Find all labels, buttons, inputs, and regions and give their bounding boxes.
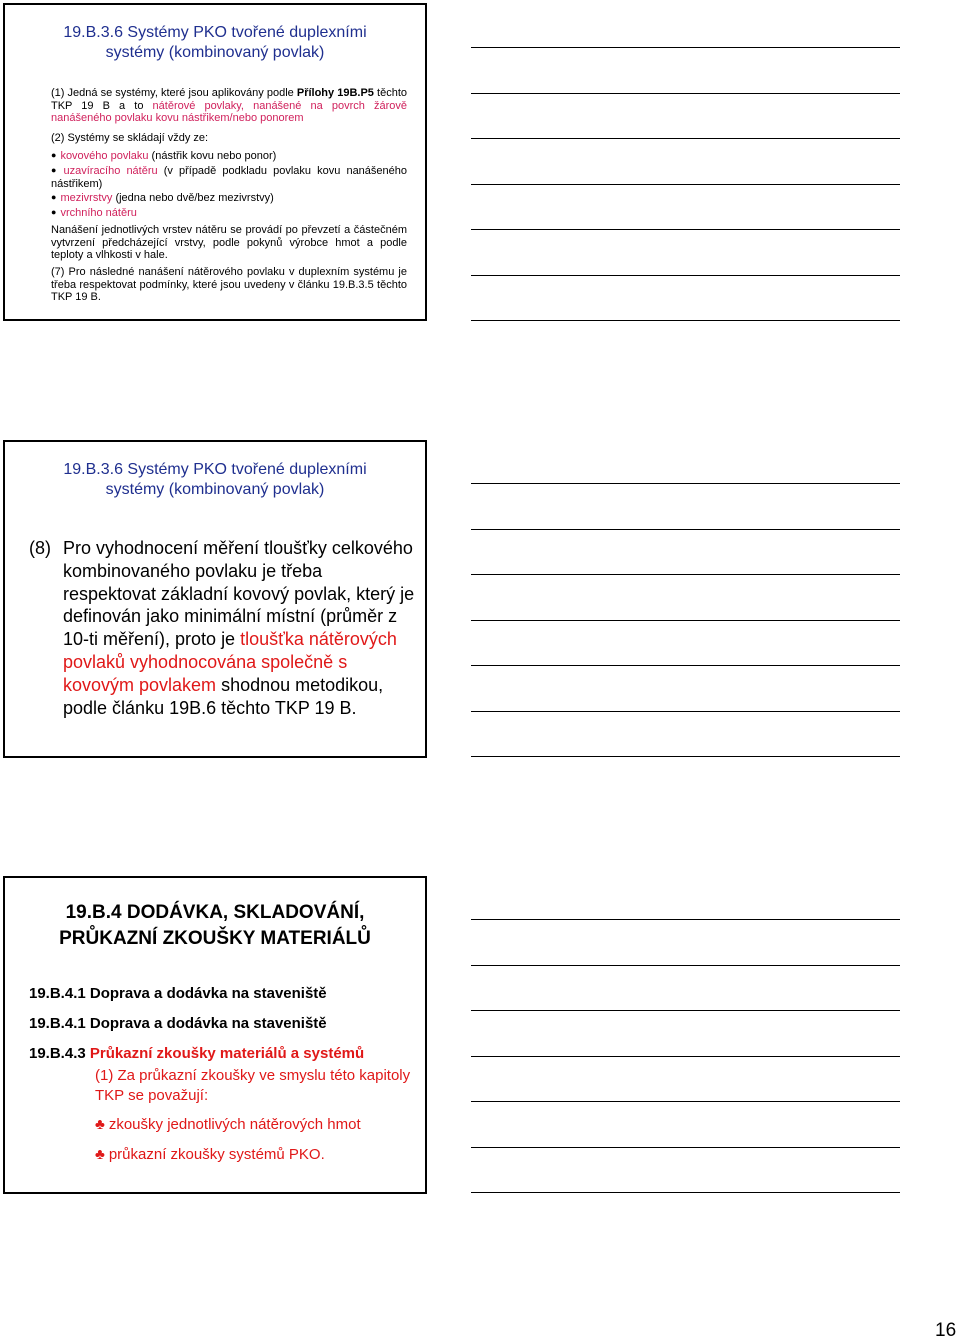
note-line [471,483,900,484]
paragraph-number: (8) [29,538,51,558]
club-item-1 [95,1115,415,1135]
bullet-4 [51,206,407,220]
section-item-2: 19.B.4.1 Doprava a dodávka na staveniště [29,1015,327,1032]
note-line [471,1010,900,1011]
note-line [471,1056,900,1057]
bullet-dot-icon: ● [51,207,57,217]
title-line-2: systémy (kombinovaný povlak) [105,44,325,61]
note-line [471,320,900,321]
note-line [471,275,900,276]
paragraph-4: (7) Pro následné nanášení nátěrového povlaku v duplexním systému je třeba respektovat podmínky, které jsou uvedeny v článku 19.B.3.5 těchto TKP 19 B. [51,266,407,303]
bullet-1-highlight: kovového povlaku [60,150,149,162]
bullet-dot-icon: ● [51,150,57,160]
note-line [471,229,900,230]
paragraph-text-2: shodnou metodikou, podle článku 19B.6 těchto TKP 19 B. [63,674,384,718]
paragraph-3: Nanášení jednotlivých vrstev nátěru se provádí po převzetí a částečném vytvrzení předcházející vrstvy, podle pokynů výrobce hmot a podle teploty a vlhkosti v hale. [51,224,407,261]
paragraph-text-1: Pro vyhodnocení měření tloušťky celkového kombinovaného povlaku je třeba respektovat základní kovový povlak, který je definován jako minimální místní (průměr z 10-ti měření), proto je [63,538,415,650]
paragraph-1 [51,87,407,125]
club-item-1-text: zkoušky jednotlivých nátěrových hmot [108,1116,361,1133]
slide-1-title [5,23,425,63]
bullet-4-highlight: vrchního nátěru [60,207,137,219]
note-line [471,93,900,94]
section-item-1: 19.B.4.1 Doprava a dodávka na staveniště [29,985,327,1002]
club-bullet-icon: ♣ [95,1146,105,1163]
note-line [471,47,900,48]
club-item-2-text: průkazní zkoušky systémů PKO. [108,1146,325,1163]
p1-text: (1) Jedná se systémy, které jsou aplikovány podle [51,87,297,99]
page-number: 16 [935,1320,957,1341]
note-line [471,574,900,575]
title-line-2: systémy (kombinovaný povlak) [105,481,325,498]
note-line [471,620,900,621]
club-item-2 [95,1145,415,1165]
note-line [471,665,900,666]
note-line [471,184,900,185]
subparagraph-1: (1) Za průkazní zkoušky ve smyslu této kapitoly TKP se považují: [95,1067,411,1104]
bullet-2-highlight: uzavíracího nátěru [63,165,158,177]
note-line [471,711,900,712]
slide-3 [3,876,427,1194]
paragraph-2: (2) Systémy se skládají vždy ze: [51,132,209,144]
bullet-2-text: (v případě podkladu povlaku kovu nanášeného nástřikem) [51,165,408,190]
title-line-1: 19.B.3.6 Systémy PKO tvořené duplexními [63,24,367,41]
paragraph-highlight: tloušťka nátěrových povlaků vyhodnocována společně s kovovým povlakem [63,629,397,695]
note-line [471,1101,900,1102]
slide-2-title [5,460,425,500]
slide-2 [3,440,427,758]
section-item-3-title: Průkazní zkoušky materiálů a systémů [89,1045,365,1062]
bullet-1-text: (nástřik kovu nebo ponor) [148,150,277,162]
paragraph-8 [29,537,419,719]
slide-3-title [5,900,425,952]
bullet-dot-icon: ● [51,192,57,202]
bullet-3 [51,191,407,205]
paragraph-text [63,537,419,719]
note-line [471,756,900,757]
note-line [471,1147,900,1148]
p1-annex: Přílohy 19B.P5 [296,87,374,99]
p1-text-2: těchto TKP 19 B a to [51,87,407,112]
note-line [471,1192,900,1193]
title-line-2: PRŮKAZNÍ ZKOUŠKY MATERIÁLŮ [59,928,371,949]
p1-highlight: nátěrové povlaky, nanášené na povrch [152,99,365,112]
note-line [471,919,900,920]
note-line [471,529,900,530]
section-item-3 [29,1045,364,1062]
bullet-3-text: (jedna nebo dvě/bez mezivrstvy) [112,192,274,204]
bullet-3-highlight: mezivrstvy [60,192,113,204]
club-bullet-icon: ♣ [95,1116,105,1133]
bullet-1 [51,149,407,163]
bullet-dot-icon: ● [51,165,60,175]
bullet-2 [51,164,407,190]
slide-1 [3,3,427,321]
title-line-1: 19.B.3.6 Systémy PKO tvořené duplexními [63,461,367,478]
note-line [471,965,900,966]
p1-highlight-2: žárově nanášeného povlaku kovu nástřikem/nebo ponorem [51,99,407,124]
section-item-3-number: 19.B.4.3 [29,1045,90,1062]
note-line [471,138,900,139]
title-line-1: 19.B.4 DODÁVKA, SKLADOVÁNÍ, [65,902,365,923]
